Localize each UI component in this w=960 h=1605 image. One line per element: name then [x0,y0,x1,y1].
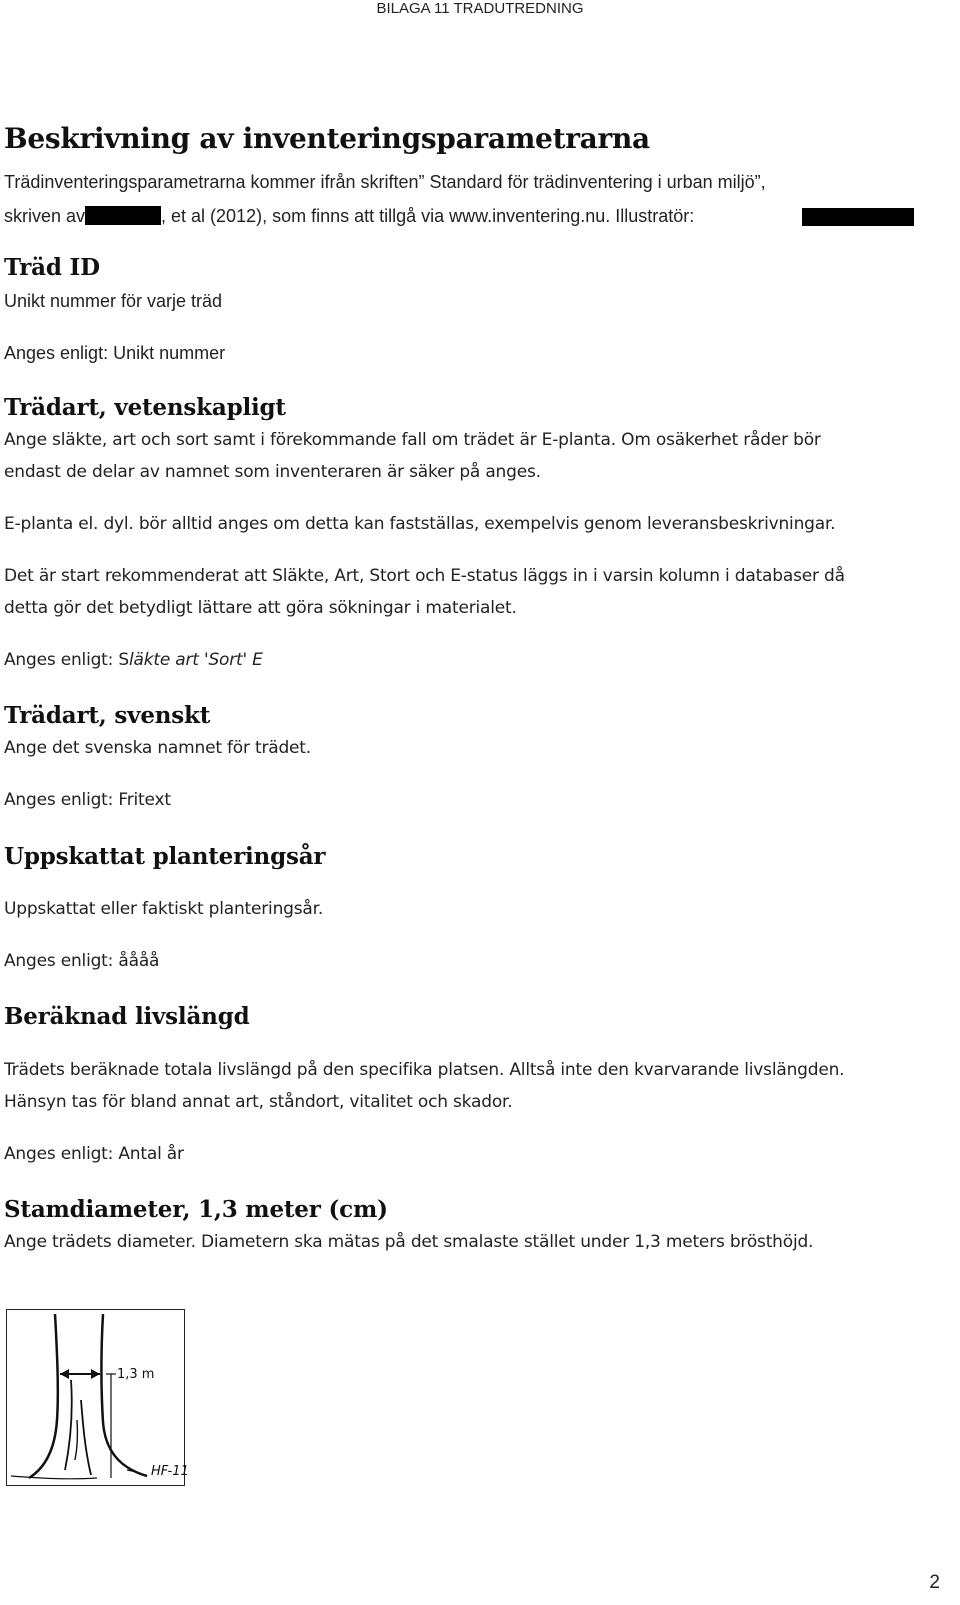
tradart-vet-format-value: läkte art 'Sort' E [128,650,263,670]
heading-planteringsar: Uppskattat planteringsår [4,843,326,870]
tradart-vet-line-4: Det är start rekommenderat att Släkte, Art, Stort och E-status läggs in i varsin kolumn i databaser då [4,566,845,586]
tradart-vet-line-5: detta gör det betydligt lättare att göra sökningar i materialet. [4,598,517,618]
arrow-head-right-icon [91,1369,100,1379]
trunk-diameter-illustration [6,1309,189,1486]
intro-line-2-end: , et al (2012), som finns att tillgå via www.inventering.nu. Illustratör: [161,206,695,226]
livslangd-line-2: Hänsyn tas för bland annat art, ståndort, vitalitet och skador. [4,1092,513,1112]
tradart-vet-line-3: E-planta el. dyl. bör alltid anges om detta kan fastställas, exempelvis genom leveransbeskrivningar. [4,514,836,534]
planteringsar-format: Anges enligt: åååå [4,951,160,971]
illustrator-signature: HF-11 [151,1464,189,1479]
bark-line [81,1400,91,1475]
document-title: Beskrivning av inventeringsparametrarna [4,122,650,155]
trunk-right-edge [102,1314,148,1476]
redacted-author [85,206,161,225]
tradart-vet-line-1: Ange släkte, art och sort samt i förekommande fall om trädet är E-planta. Om osäkerhet råder bör [4,430,821,450]
bark-line [75,1420,77,1460]
bark-line [65,1380,72,1470]
intro-line-2-start: skriven av [4,206,86,226]
redacted-illustrator [802,208,914,226]
ground-line [11,1476,97,1479]
heading-tradart-vetenskapligt: Trädart, vetenskapligt [4,394,286,421]
trunk-left-edge [29,1314,58,1478]
trad-id-description: Unikt nummer för varje träd [4,291,223,311]
planteringsar-description: Uppskattat eller faktiskt planteringsår. [4,899,324,919]
page-number: 2 [929,1572,940,1593]
tradart-sv-format: Anges enligt: Fritext [4,790,171,810]
intro-line-2 [4,206,694,227]
measure-label: 1,3 m [117,1367,155,1382]
stamdiameter-description: Ange trädets diameter. Diametern ska mätas på det smalaste stället under 1,3 meters brösthöjd. [4,1232,814,1252]
heading-stamdiameter: Stamdiameter, 1,3 meter (cm) [4,1196,388,1223]
tree-trunk-drawing [7,1310,189,1484]
tradart-vet-format [4,650,263,670]
tradart-vet-format-prefix: Anges enligt: S [4,650,129,670]
livslangd-line-1: Trädets beräknade totala livslängd på den specifika platsen. Alltså inte den kvarvarande livslängden. [4,1060,845,1080]
trad-id-format: Anges enligt: Unikt nummer [4,343,226,363]
intro-line-1: Trädinventeringsparametrarna kommer ifrån skriften” Standard för trädinventering i urban miljö”, [4,172,766,192]
tradart-vet-line-2: endast de delar av namnet som inventeraren är säker på anges. [4,462,541,482]
page-header: BILAGA 11 TRADUTREDNING [376,0,584,17]
heading-tradart-svenskt: Trädart, svenskt [4,702,211,729]
livslangd-format: Anges enligt: Antal år [4,1144,184,1164]
tradart-sv-description: Ange det svenska namnet för trädet. [4,738,311,758]
heading-livslangd: Beräknad livslängd [4,1003,250,1030]
arrow-head-left-icon [60,1369,69,1379]
heading-trad-id: Träd ID [4,254,100,281]
